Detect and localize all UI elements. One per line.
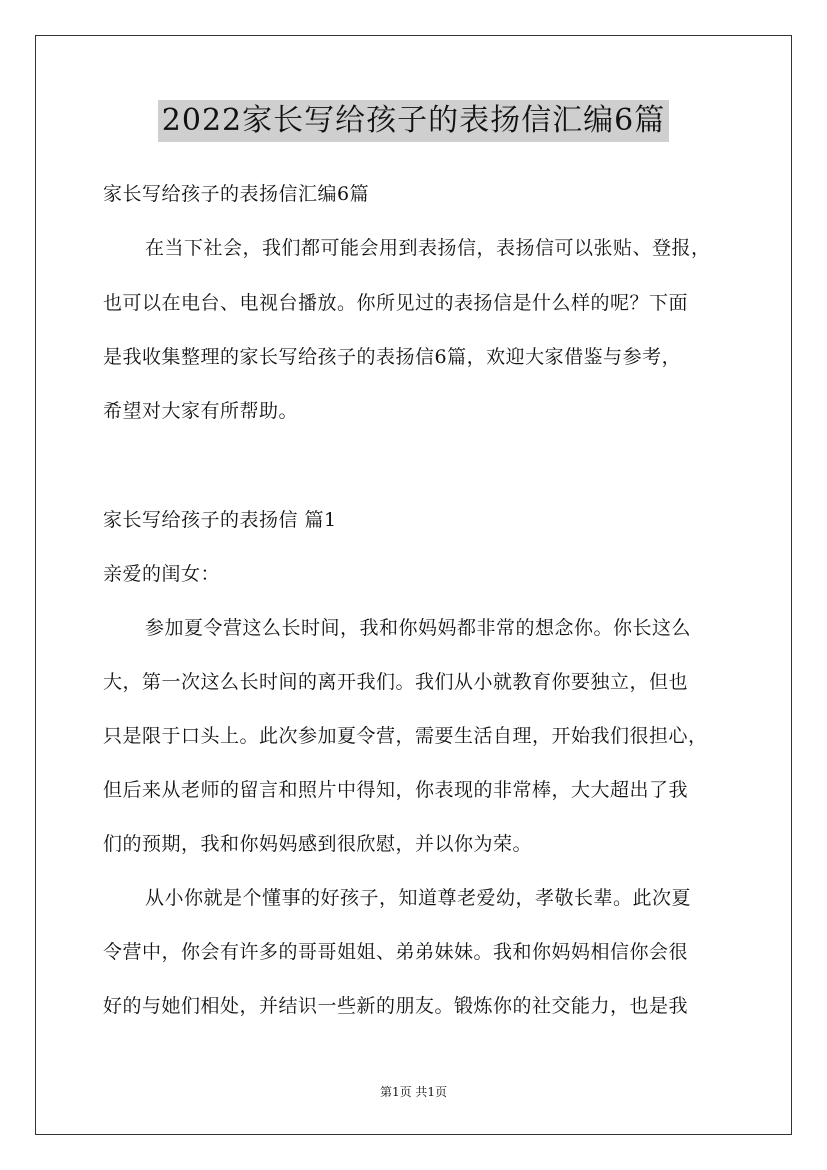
title-container: [0, 100, 827, 142]
document-title: 2022家长写给孩子的表扬信汇编6篇: [158, 100, 669, 142]
paragraph1-line-5: 们的预期，我和你妈妈感到很欣慰，并以你为荣。: [103, 833, 533, 855]
intro-line-1: 在当下社会，我们都可能会用到表扬信，表扬信可以张贴、登报，: [145, 237, 711, 259]
paragraph1-line-2: 大，第一次这么长时间的离开我们。我们从小就教育你要独立，但也: [103, 671, 689, 693]
section-heading: 家长写给孩子的表扬信 篇1: [103, 509, 337, 531]
intro-line-3: 是我收集整理的家长写给孩子的表扬信6篇，欢迎大家借鉴与参考，: [103, 346, 682, 368]
paragraph1-line-1: 参加夏令营这么长时间，我和你妈妈都非常的想念你。你长这么: [145, 617, 692, 639]
paragraph2-line-1: 从小你就是个懂事的好孩子，知道尊老爱幼，孝敬长辈。此次夏: [145, 887, 692, 909]
intro-line-4: 希望对大家有所帮助。: [103, 400, 299, 422]
salutation: 亲爱的闺女：: [103, 563, 221, 585]
page-footer: 第1页 共1页: [379, 1085, 448, 1099]
paragraph2-line-2: 令营中，你会有许多的哥哥姐姐、弟弟妹妹。我和你妈妈相信你会很: [103, 941, 689, 963]
paragraph1-line-3: 只是限于口头上。此次参加夏令营，需要生活自理，开始我们很担心，: [103, 725, 708, 747]
document-subtitle: 家长写给孩子的表扬信汇编6篇: [103, 183, 370, 205]
intro-line-2: 也可以在电台、电视台播放。你所见过的表扬信是什么样的呢？下面: [103, 292, 689, 314]
paragraph1-line-4: 但后来从老师的留言和照片中得知，你表现的非常棒，大大超出了我: [103, 779, 689, 801]
paragraph2-line-3: 好的与她们相处，并结识一些新的朋友。锻炼你的社交能力，也是我: [103, 995, 689, 1017]
